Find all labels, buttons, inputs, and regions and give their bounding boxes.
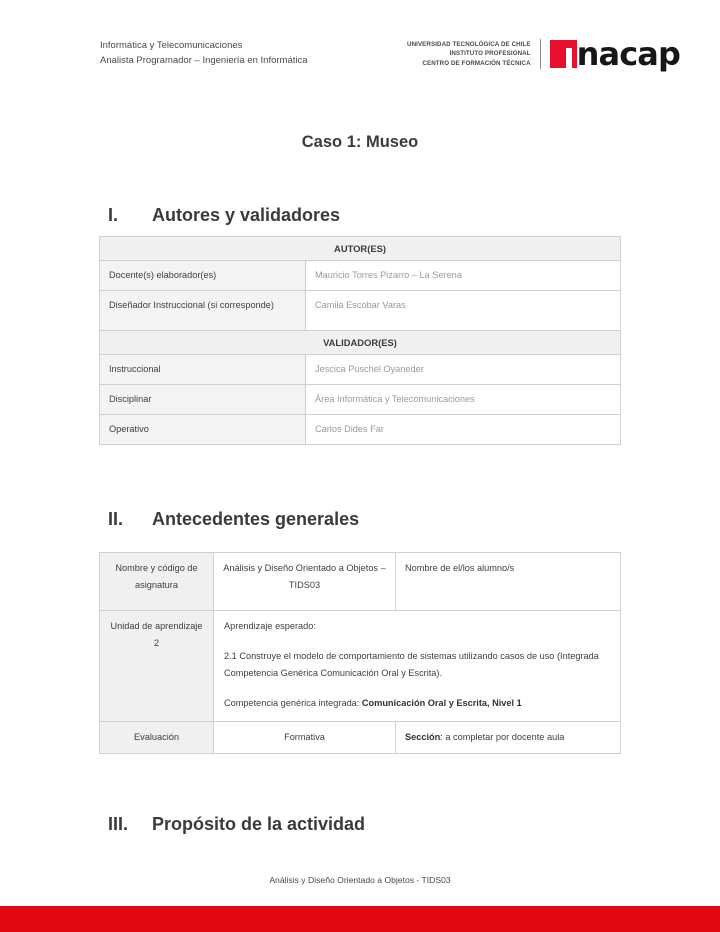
row-value-operativo: Carlos Dides Far [306, 415, 621, 445]
section-heading-purpose [108, 814, 365, 835]
row-label-unit: Unidad de aprendizaje 2 [100, 611, 214, 722]
institution-line-university: UNIVERSIDAD TECNOLÓGICA DE CHILE [407, 41, 531, 49]
page-title: Caso 1: Museo [301, 133, 419, 151]
unit-expected-learning-label: Aprendizaje esperado: [224, 621, 316, 631]
institution-logo-block [407, 35, 680, 73]
section-heading-authors [108, 205, 340, 226]
unit-learning-outcome: 2.1 Construye el modelo de comportamiento de sistemas utilizando casos de uso (Integrada Competencia Genérica Comunicación Oral y Escrita). [224, 651, 599, 678]
header-area-line: Informática y Telecomunicaciones [100, 40, 243, 51]
row-value-evaluation: Formativa [214, 722, 396, 754]
row-label-disenador: Diseñador Instruccional (si corresponde) [100, 291, 306, 331]
inacap-logo-mark-icon [550, 40, 577, 68]
table-row-band-validators [100, 331, 621, 355]
row-label-operativo: Operativo [100, 415, 306, 445]
header-program-info [100, 38, 308, 68]
row-label-subject: Nombre y código de asignatura [100, 553, 214, 611]
generic-competency-prefix: Competencia genérica integrada: [224, 698, 362, 708]
row-label-disciplinar: Disciplinar [100, 385, 306, 415]
row-value-section [396, 722, 621, 754]
section-heading-background [108, 509, 359, 530]
logo-divider [540, 39, 541, 69]
table-row [100, 722, 621, 754]
row-label-student-name: Nombre de el/los alumno/s [396, 553, 621, 611]
table-row-band-authors [100, 237, 621, 261]
header-career-line: Analista Programador – Ingeniería en Informática [100, 55, 308, 66]
row-value-instruccional: Jescica Puschel Oyaneder [306, 355, 621, 385]
section-numeral: III. [108, 814, 129, 834]
document-header [100, 35, 680, 86]
table-row [100, 385, 621, 415]
row-label-evaluation: Evaluación [100, 722, 214, 754]
authors-validators-table [99, 236, 621, 445]
table-row [100, 355, 621, 385]
unit-generic-competency [224, 695, 610, 712]
row-value-subject: Análisis y Diseño Orientado a Objetos – TIDS03 [214, 553, 396, 611]
footer-red-bar [0, 906, 720, 932]
band-validators-label: VALIDADOR(ES) [100, 331, 621, 355]
table-row [100, 261, 621, 291]
logo-i-stem [566, 48, 572, 68]
table-row [100, 291, 621, 331]
section-label-rest: : a completar por docente aula [440, 732, 565, 742]
table-row [100, 415, 621, 445]
logo-i-dot-gap [566, 40, 572, 45]
section-title: Propósito de la actividad [152, 814, 366, 834]
background-table [99, 552, 621, 754]
institution-names [407, 40, 531, 68]
institution-line-institute: INSTITUTO PROFESIONAL [449, 50, 531, 58]
section-title: Autores y validadores [152, 205, 341, 225]
row-value-disenador: Camila Escobar Varas [306, 291, 621, 331]
table-row [100, 611, 621, 722]
inacap-logo-text: nacap [576, 35, 680, 73]
inacap-logo [550, 35, 680, 73]
generic-competency-value: Comunicación Oral y Escrita, Nivel 1 [361, 698, 522, 708]
row-label-docente: Docente(s) elaborador(es) [100, 261, 306, 291]
row-value-docente: Mauricio Torres Pizarro – La Serena [306, 261, 621, 291]
table-row [100, 553, 621, 611]
section-label-bold: Sección [405, 732, 441, 742]
row-value-unit-content [214, 611, 621, 722]
section-title: Antecedentes generales [152, 509, 360, 529]
band-authors-label: AUTOR(ES) [100, 237, 621, 261]
row-value-disciplinar: Área Informática y Telecomunicaciones [306, 385, 621, 415]
row-label-instruccional: Instruccional [100, 355, 306, 385]
institution-line-technical-center: CENTRO DE FORMACIÓN TÉCNICA [422, 59, 531, 67]
page-footer-text: Análisis y Diseño Orientado a Objetos - TIDS03 [269, 875, 451, 885]
section-numeral: I. [108, 205, 119, 225]
section-numeral: II. [108, 509, 124, 529]
